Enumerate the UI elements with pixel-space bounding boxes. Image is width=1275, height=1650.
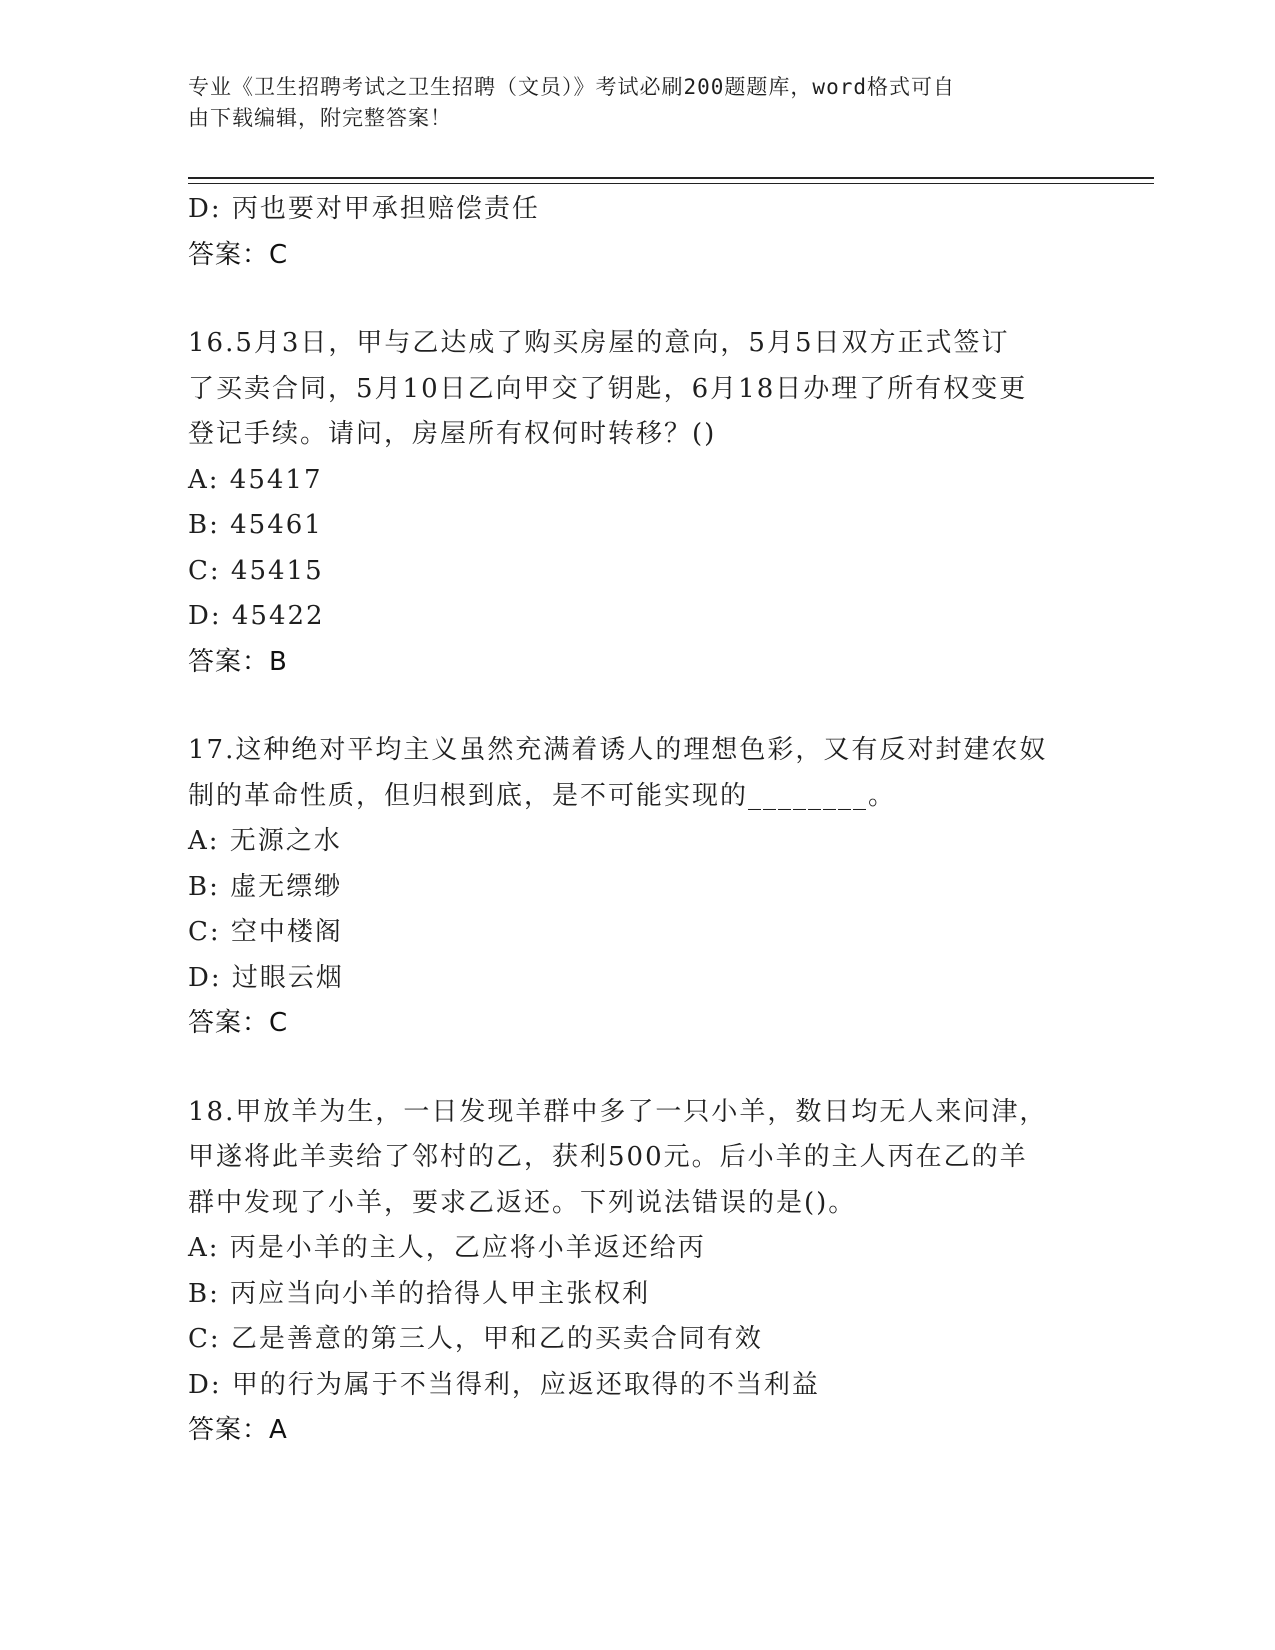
option-d: D: 过眼云烟 xyxy=(188,962,344,993)
question-stem-line: 制的革命性质，但归根到底，是不可能实现的________。 xyxy=(188,780,897,811)
option-b: B: 丙应当向小羊的拾得人甲主张权利 xyxy=(188,1278,651,1309)
question-stem-line: 17.这种绝对平均主义虽然充满着诱人的理想色彩，又有反对封建农奴 xyxy=(188,735,1048,765)
question-stem-line: 16.5月3日，甲与乙达成了购买房屋的意向，5月5日双方正式签订 xyxy=(188,328,1010,358)
option-a: A: 45417 xyxy=(188,464,323,495)
option-d: D: 甲的行为属于不当得利，应返还取得的不当利益 xyxy=(188,1369,820,1400)
question-17 xyxy=(188,728,1088,1047)
question-stem-line: 群中发现了小羊，要求乙返还。下列说法错误的是()。 xyxy=(188,1187,857,1218)
answer-line: 答案：C xyxy=(188,239,289,270)
spacer xyxy=(188,278,1088,321)
question-stem-line: 登记手续。请问，房屋所有权何时转移？() xyxy=(188,419,717,449)
header-line-1: 专业《卫生招聘考试之卫生招聘（文员）》考试必刷200题题库，word格式可自 xyxy=(188,75,955,99)
option-a: A: 无源之水 xyxy=(188,826,342,856)
option-c: C: 45415 xyxy=(188,555,324,586)
option-a: A: 丙是小羊的主人，乙应将小羊返还给丙 xyxy=(188,1233,706,1263)
option-d: D: 45422 xyxy=(188,601,325,631)
answer-line: 答案：C xyxy=(188,1008,289,1038)
option-d: D: 丙也要对甲承担赔偿责任 xyxy=(188,194,540,224)
option-b: B: 虚无缥缈 xyxy=(188,871,343,902)
option-b: B: 45461 xyxy=(188,510,323,540)
spacer xyxy=(188,685,1088,728)
document-header xyxy=(188,72,1068,134)
spacer xyxy=(188,1047,1088,1090)
question-stem-line: 了买卖合同，5月10日乙向甲交了钥匙，6月18日办理了所有权变更 xyxy=(188,373,1028,404)
question-16 xyxy=(188,321,1088,685)
answer-line: 答案：B xyxy=(188,646,288,677)
option-c: C: 乙是善意的第三人，甲和乙的买卖合同有效 xyxy=(188,1324,763,1354)
header-divider-thin xyxy=(188,183,1154,184)
prev-question-tail xyxy=(188,187,1088,278)
question-stem-line: 甲遂将此羊卖给了邻村的乙，获利500元。后小羊的主人丙在乙的羊 xyxy=(188,1142,1028,1172)
answer-line: 答案：A xyxy=(188,1415,288,1445)
question-stem-line: 18.甲放羊为生，一日发现羊群中多了一只小羊，数日均无人来问津， xyxy=(188,1096,1048,1127)
header-line-2: 由下载编辑，附完整答案！ xyxy=(188,106,452,130)
option-c: C: 空中楼阁 xyxy=(188,917,343,947)
header-divider-thick xyxy=(188,177,1154,179)
question-list xyxy=(188,187,1088,1454)
question-18 xyxy=(188,1090,1088,1454)
